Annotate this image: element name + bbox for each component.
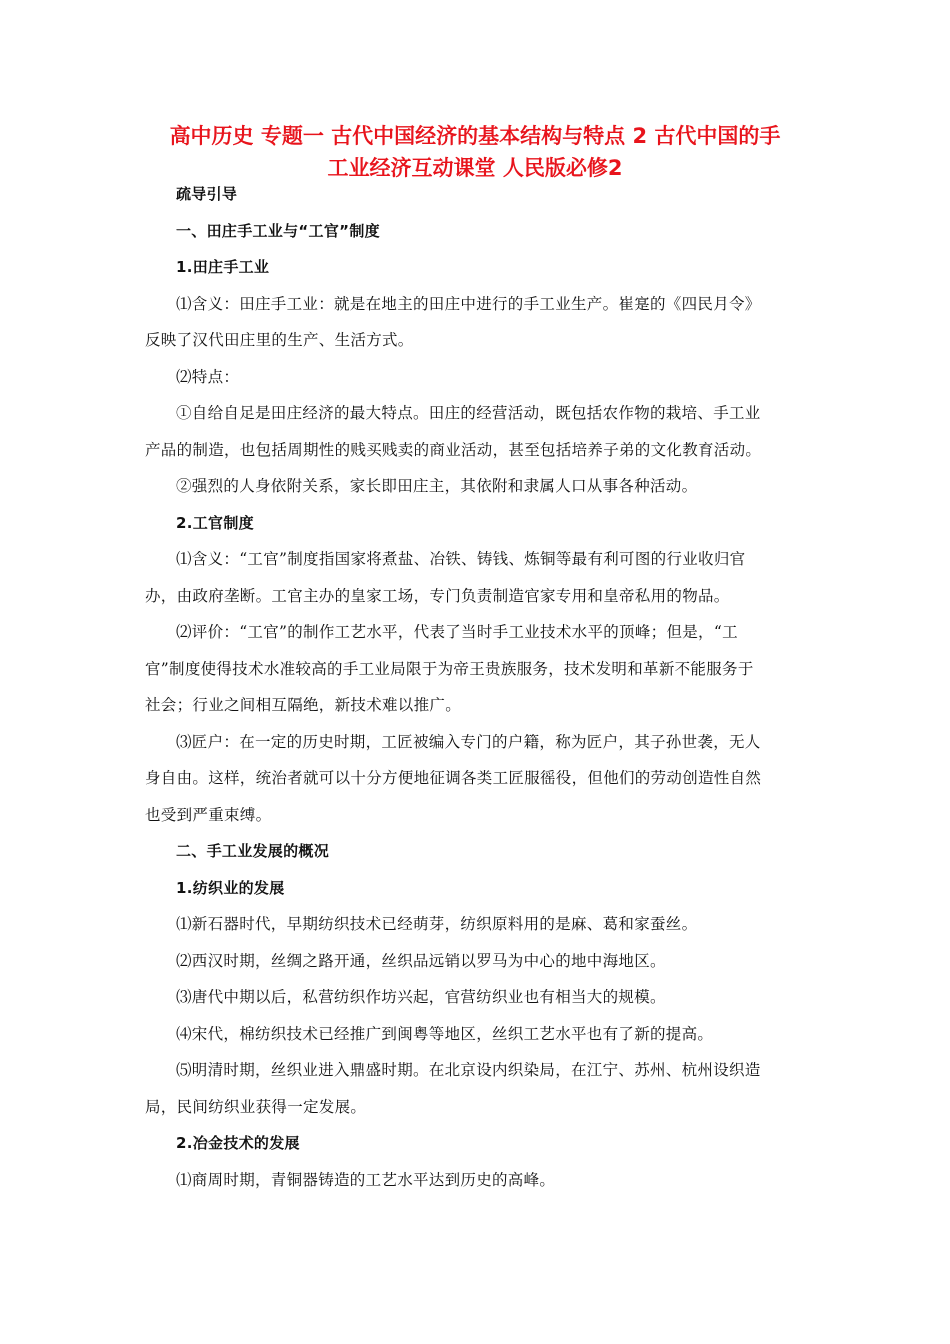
paragraph-line: ⑶唐代中期以后，私营纺织作坊兴起，官营纺织业也有相当大的规模。: [176, 988, 666, 1006]
paragraph-line: 局，民间纺织业获得一定发展。: [145, 1097, 367, 1116]
paragraph-line: ⑵特点：: [176, 367, 240, 386]
paragraph-line: 办，由政府垄断。工官主办的皇家工场，专门负责制造官家专用和皇帝私用的物品。: [145, 586, 730, 605]
paragraph-line: ⑶匠户：在一定的历史时期，工匠被编入专门的户籍，称为匠户，其子孙世袭，无人: [176, 732, 761, 751]
paragraph-line: ⑷宋代，棉纺织技术已经推广到闽粤等地区，丝织工艺水平也有了新的提高。: [176, 1024, 714, 1043]
paragraph-line: 身自由。这样，统治者就可以十分方便地征调各类工匠服徭役，但他们的劳动创造性自然: [145, 769, 762, 787]
section-heading: 1.田庄手工业: [176, 258, 270, 276]
paragraph-line: 反映了汉代田庄里的生产、生活方式。: [145, 331, 414, 349]
section-heading: 二、手工业发展的概况: [176, 842, 330, 860]
paragraph-line: ⑵评价：“工官”的制作工艺水平，代表了当时手工业技术水平的顶峰；但是，“工: [176, 623, 738, 641]
paragraph-line: ⑴新石器时代，早期纺织技术已经萌芽，纺织原料用的是麻、葛和家蚕丝。: [176, 915, 698, 933]
section-heading: 2.冶金技术的发展: [176, 1134, 300, 1152]
paragraph-line: 产品的制造，也包括周期性的贱买贱卖的商业活动，甚至包括培养子弟的文化教育活动。: [145, 440, 762, 459]
section-heading: 一、田庄手工业与“工官”制度: [176, 221, 380, 240]
document-title: [135, 120, 815, 184]
paragraph-line: ⑴含义：田庄手工业：就是在地主的田庄中进行的手工业生产。崔寔的《四民月令》: [176, 294, 761, 313]
paragraph-line: ⑴含义：“工官”制度指国家将煮盐、冶铁、铸钱、炼铜等最有利可图的行业收归官: [176, 550, 746, 568]
paragraph-line: ②强烈的人身依附关系，家长即田庄主，其依附和隶属人口从事各种活动。: [176, 477, 698, 495]
paragraph-line: ①自给自足是田庄经济的最大特点。田庄的经营活动，既包括农作物的栽培、手工业: [176, 404, 761, 422]
title-line-2: 工业经济互动课堂 人民版必修2: [327, 156, 623, 180]
paragraph-line: 社会；行业之间相互隔绝，新技术难以推广。: [145, 696, 462, 714]
title-line-1: 高中历史 专题一 古代中国经济的基本结构与特点 2 古代中国的手: [169, 124, 781, 148]
paragraph-line: 也受到严重束缚。: [145, 805, 272, 824]
paragraph-line: ⑵西汉时期，丝绸之路开通，丝织品远销以罗马为中心的地中海地区。: [176, 951, 666, 970]
paragraph-line: ⑸明清时期，丝织业进入鼎盛时期。在北京设内织染局，在江宁、苏州、杭州设织造: [176, 1061, 761, 1079]
document-body: [145, 176, 810, 1198]
paragraph-line: 官”制度使得技术水准较高的手工业局限于为帝王贵族服务，技术发明和革新不能服务于: [145, 659, 754, 678]
paragraph-line: ⑴商周时期，青铜器铸造的工艺水平达到历史的高峰。: [176, 1170, 556, 1189]
section-heading: 2.工官制度: [176, 513, 254, 532]
section-heading: 1.纺织业的发展: [176, 878, 285, 897]
section-heading: 疏导引导: [176, 185, 238, 203]
